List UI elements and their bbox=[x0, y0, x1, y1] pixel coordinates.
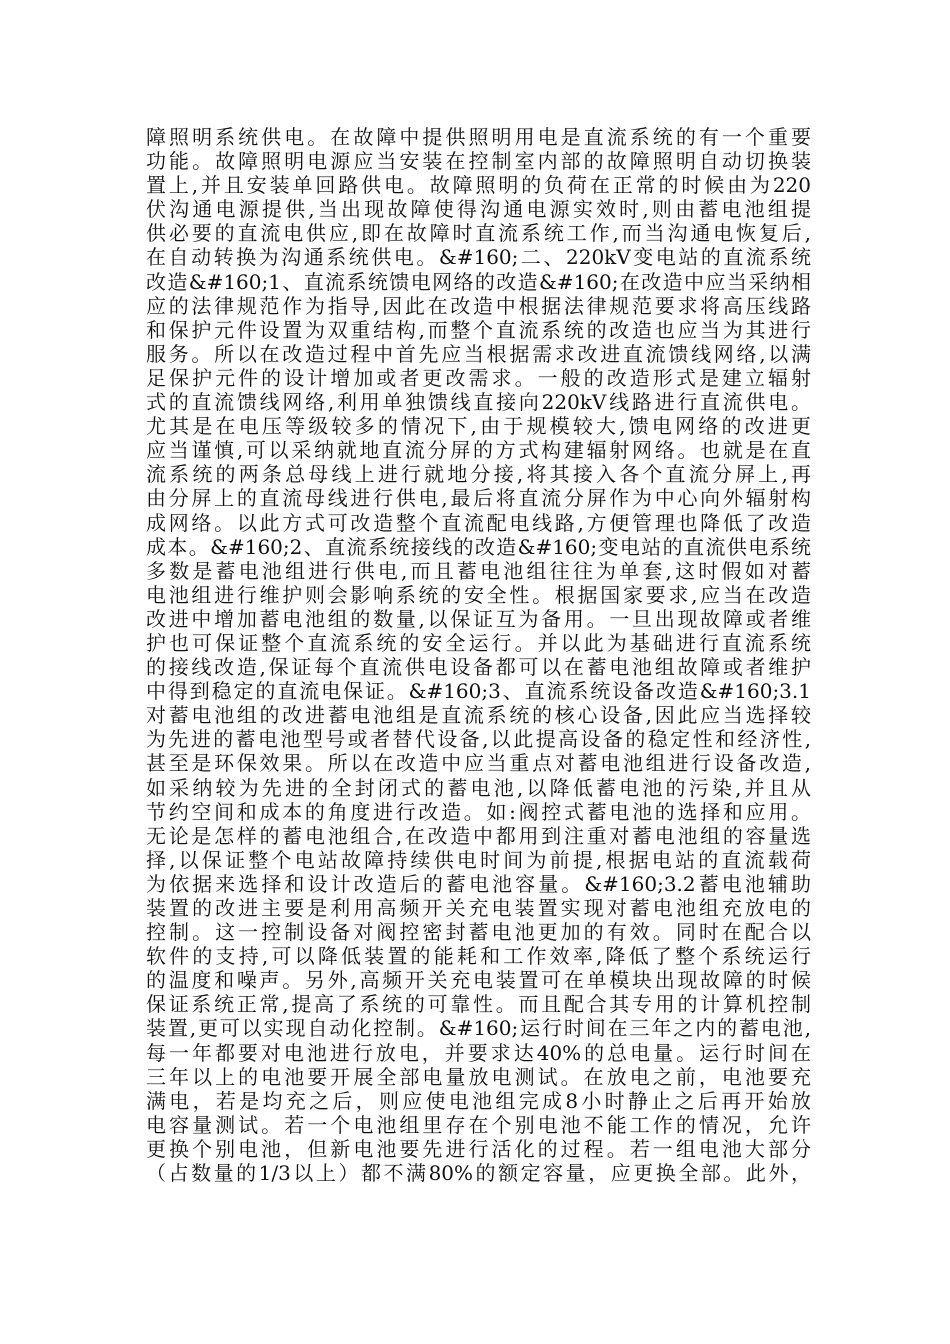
text-line: 择,以保证整个电站故障持续供电时间为前提,根据电站的直流载荷 bbox=[146, 847, 811, 872]
text-line: 甚至是环保效果。所以在改造中应当重点对蓄电池组进行设备改造, bbox=[146, 751, 811, 776]
text-line: 每一年都要对电池进行放电，并要求达40%的总电量。运行时间在 bbox=[146, 1040, 811, 1065]
text-line: 电池组进行维护则会影响系统的安全性。根据国家要求,应当在改造 bbox=[146, 582, 811, 607]
text-line: 尤其是在电压等级较多的情况下,由于规模较大,馈电网络的改进更 bbox=[146, 414, 811, 439]
text-line: 改进中增加蓄电池组的数量,以保证互为备用。一旦出现故障或者维 bbox=[146, 606, 811, 631]
text-line: 无论是怎样的蓄电池组合,在改造中都用到注重对蓄电池组的容量选 bbox=[146, 823, 811, 848]
text-line: 的温度和噪声。另外,高频开关充电装置可在单模块出现故障的时候 bbox=[146, 968, 811, 993]
text-line: 足保护元件的设计增加或者更改需求。一般的改造形式是建立辐射 bbox=[146, 365, 811, 390]
body-text bbox=[146, 125, 811, 1185]
text-line: 如采纳较为先进的全封闭式的蓄电池,以降低蓄电池的污染,并且从 bbox=[146, 775, 811, 800]
text-line: 伏沟通电源提供,当出现故障使得沟通电源实效时,则由蓄电池组提 bbox=[146, 197, 811, 222]
text-line: 中得到稳定的直流电保证。&#160;3、直流系统设备改造&#160;3.1 bbox=[146, 679, 811, 704]
text-line: 对蓄电池组的改进蓄电池组是直流系统的核心设备,因此应当选择较 bbox=[146, 703, 811, 728]
text-line: 应当谨慎,可以采纳就地直流分屏的方式构建辐射网络。也就是在直 bbox=[146, 438, 811, 463]
text-line: 节约空间和成本的角度进行改造。如:阀控式蓄电池的选择和应用。 bbox=[146, 799, 811, 824]
text-line: 和保护元件设置为双重结构,而整个直流系统的改造也应当为其进行 bbox=[146, 317, 811, 342]
text-line: 由分屏上的直流母线进行供电,最后将直流分屏作为中心向外辐射构 bbox=[146, 486, 811, 511]
text-line: 供必要的直流电供应,即在故障时直流系统工作,而当沟通电恢复后, bbox=[146, 221, 811, 246]
text-line: 式的直流馈线网络,利用单独馈线直接向220kV线路进行直流供电。 bbox=[146, 390, 811, 415]
text-line: 为先进的蓄电池型号或者替代设备,以此提高设备的稳定性和经济性, bbox=[146, 727, 811, 752]
text-line: 多数是蓄电池组进行供电,而且蓄电池组往往为单套,这时假如对蓄 bbox=[146, 558, 811, 583]
text-line: 保证系统正常,提高了系统的可靠性。而且配合其专用的计算机控制 bbox=[146, 992, 811, 1017]
text-line: 满电，若是均充之后，则应使电池组完成8小时静止之后再开始放 bbox=[146, 1088, 811, 1113]
text-line: 流系统的两条总母线上进行就地分接,将其接入各个直流分屏上,再 bbox=[146, 462, 811, 487]
text-line: 功能。故障照明电源应当安装在控制室内部的故障照明自动切换装 bbox=[146, 149, 811, 174]
text-line: 障照明系统供电。在故障中提供照明用电是直流系统的有一个重要 bbox=[146, 125, 811, 149]
text-line: 置上,并且安装单回路供电。故障照明的负荷在正常的时候由为220 bbox=[146, 173, 811, 198]
text-line: 在自动转换为沟通系统供电。&#160;二、220kV变电站的直流系统 bbox=[146, 245, 811, 270]
text-line: 更换个别电池，但新电池要先进行活化的过程。若一组电池大部分 bbox=[146, 1136, 811, 1161]
text-line: 成本。&#160;2、直流系统接线的改造&#160;变电站的直流供电系统 bbox=[146, 534, 811, 559]
text-line: 应的法律规范作为指导,因此在改造中根据法律规范要求将高压线路 bbox=[146, 293, 811, 318]
text-line: 为依据来选择和设计改造后的蓄电池容量。&#160;3.2蓄电池辅助 bbox=[146, 871, 811, 896]
text-line: 成网络。以此方式可改造整个直流配电线路,方便管理也降低了改造 bbox=[146, 510, 811, 535]
text-line: 改造&#160;1、直流系统馈电网络的改造&#160;在改造中应当采纳相 bbox=[146, 269, 811, 294]
text-line: 的接线改造,保证每个直流供电设备都可以在蓄电池组故障或者维护 bbox=[146, 655, 811, 680]
text-line: 装置,更可以实现自动化控制。&#160;运行时间在三年之内的蓄电池, bbox=[146, 1016, 811, 1041]
text-line: 服务。所以在改造过程中首先应当根据需求改进直流馈线网络,以满 bbox=[146, 341, 811, 366]
text-line: （占数量的1/3以上）都不满80%的额定容量，应更换全部。此外， bbox=[146, 1161, 811, 1186]
text-line: 三年以上的电池要开展全部电量放电测试。在放电之前，电池要充 bbox=[146, 1064, 811, 1089]
text-line: 装置的改进主要是利用高频开关充电装置实现对蓄电池组充放电的 bbox=[146, 896, 811, 920]
text-line: 护也可保证整个直流系统的安全运行。并以此为基础进行直流系统 bbox=[146, 630, 811, 655]
text-line: 控制。这一控制设备对阀控密封蓄电池更加的有效。同时在配合以 bbox=[146, 920, 811, 945]
text-line: 电容量测试。若一个电池组里存在个别电池不能工作的情况，允许 bbox=[146, 1112, 811, 1137]
text-line: 软件的支持,可以降低装置的能耗和工作效率,降低了整个系统运行 bbox=[146, 944, 811, 969]
